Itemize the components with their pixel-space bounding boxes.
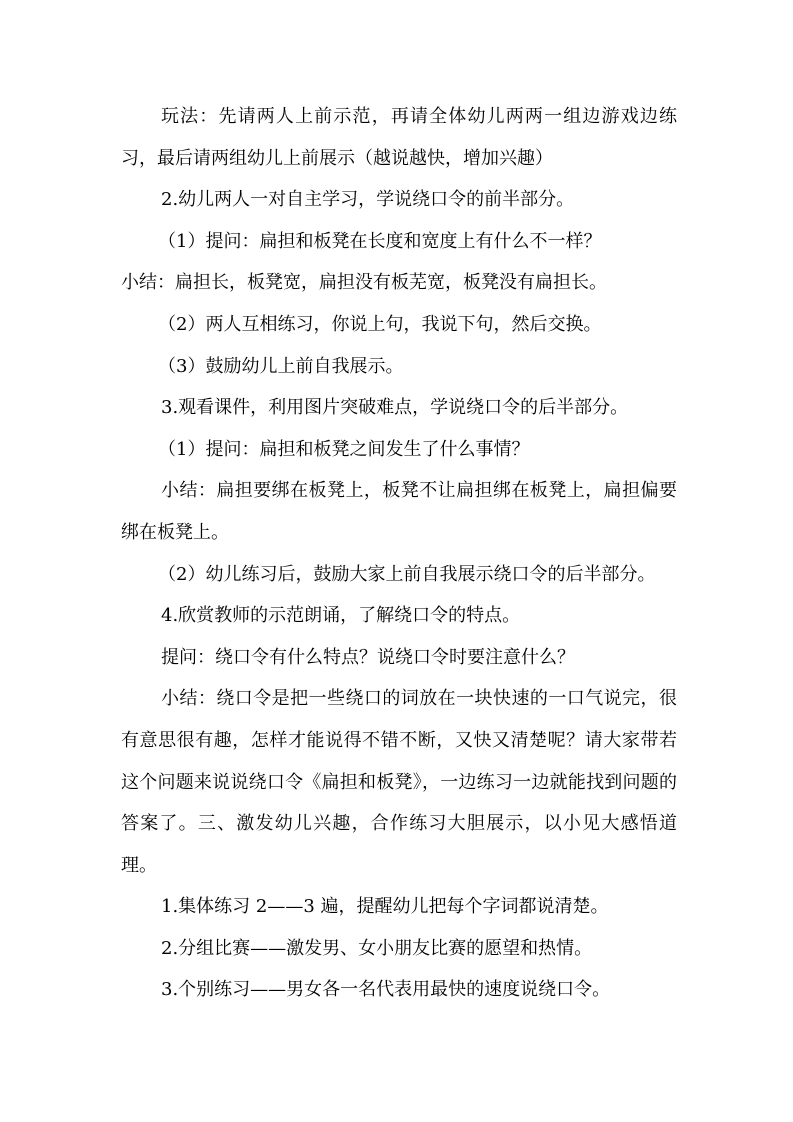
- paragraph-gameplay: 玩法：先请两人上前示范，再请全体幼儿两两一组边游戏边练习，最后请两组幼儿上前展示（越说越快，增加兴趣）: [121, 106, 677, 169]
- paragraph-step-3: 3.观看课件，利用图片突破难点，学说绕口令的后半部分。: [161, 397, 629, 419]
- paragraph-step-2-question: （1）提问：扁担和板凳在长度和宽度上有什么不一样？: [158, 230, 602, 252]
- paragraph-step-2: 2.幼儿两人一对自主学习，学说绕口令的前半部分。: [161, 189, 575, 211]
- paragraph-practice-1: 1.集体练习 2——3 遍，提醒幼儿把每个字词都说清楚。: [161, 896, 609, 918]
- paragraph-step-2-summary: 小结：扁担长，板凳宽，扁担没有板芜宽，板凳没有扁担长。: [121, 272, 607, 294]
- paragraph-step-4-question: 提问：绕口令有什么特点？说绕口令时要注意什么？: [161, 646, 575, 668]
- paragraph-step-3-question: （1）提问：扁担和板凳之间发生了什么事情？: [158, 438, 530, 460]
- paragraph-step-2-show: （3）鼓励幼儿上前自我展示。: [158, 355, 404, 377]
- paragraph-step-3-summary: 小结：扁担要绑在板凳上，板凳不让扁担绑在板凳上，扁担偏要绑在板凳上。: [121, 480, 677, 543]
- paragraph-step-3-practice: （2）幼儿练习后，鼓励大家上前自我展示绕口令的后半部分。: [158, 563, 656, 585]
- paragraph-step-2-practice: （2）两人互相练习，你说上句，我说下句，然后交换。: [158, 313, 602, 335]
- paragraph-step-4: 4.欣赏教师的示范朗诵，了解绕口令的特点。: [161, 605, 521, 627]
- document-body: [121, 96, 677, 1011]
- paragraph-practice-3: 3.个别练习——男女各一名代表用最快的速度说绕口令。: [161, 979, 611, 1001]
- paragraph-step-4-summary: 小结：绕口令是把一些绕口的词放在一块快速的一口气说完，很有意思很有趣，怎样才能说得不错不断，又快又清楚呢？请大家带若这个问题来说说绕口令《扁担和板凳》，一边练习一边就能找到问题的答案了。三、激发幼儿兴趣，合作练习大胆展示，以小见大感悟道理。: [121, 688, 677, 876]
- paragraph-practice-2: 2.分组比赛——激发男、女小朋友比赛的愿望和热情。: [161, 937, 593, 959]
